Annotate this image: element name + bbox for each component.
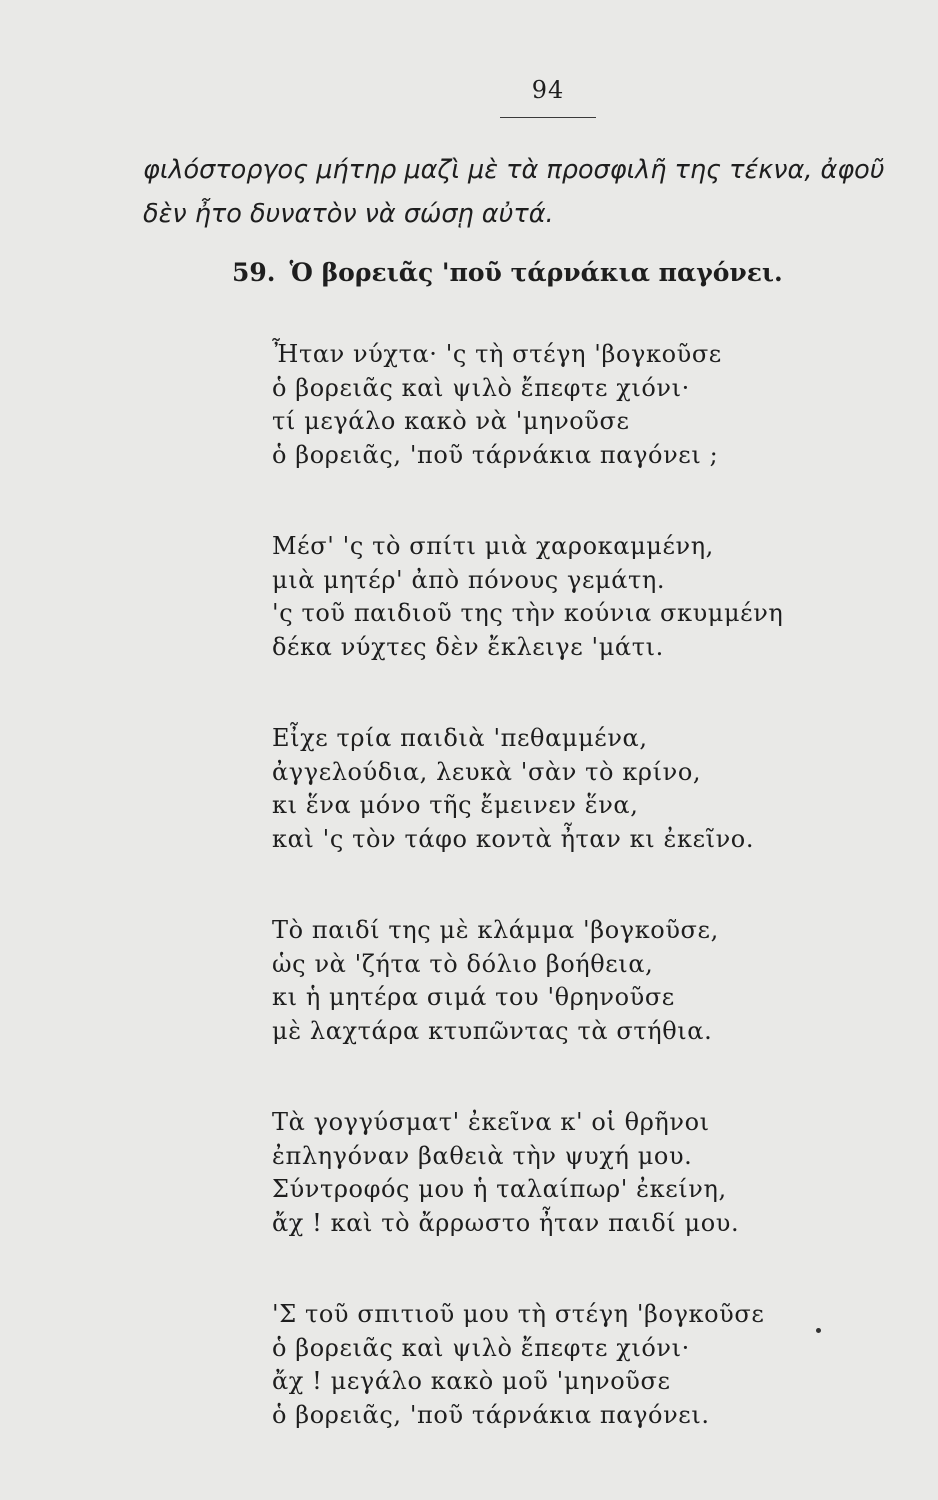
poem-line: μιὰ μητέρ' ἀπὸ πόνους γεμάτη.	[272, 565, 666, 594]
prose-paragraph	[143, 148, 933, 236]
stanza	[272, 914, 912, 1048]
poem-body	[272, 338, 912, 1490]
poem-line: 'Σ τοῦ σπιτιοῦ μου τὴ στέγη 'βογκοῦσε	[272, 1300, 765, 1328]
poem-line: ἄχ ! μεγάλο κακὸ μοῦ 'μηνοῦσε	[272, 1367, 671, 1395]
poem-line: κι ἡ μητέρα σιμά του 'θρηνοῦσε	[272, 983, 675, 1011]
prose-line: δὲν ἦτο δυνατὸν νὰ σώσῃ αὐτά.	[143, 199, 554, 229]
poem-line: καὶ 'ς τὸν τάφο κοντὰ ἦταν κι ἐκεῖνο.	[272, 824, 755, 853]
poem-line: ὁ βορειᾶς, 'ποῦ τάρνάκια παγόνει.	[272, 1400, 710, 1429]
stanza	[272, 722, 912, 856]
poem-line: ὡς νὰ 'ζήτα τὸ δόλιο βοήθεια,	[272, 949, 654, 978]
poem-line: Σύντροφός μου ἡ ταλαίπωρ' ἐκείνη,	[272, 1175, 727, 1203]
poem-line: κι ἕνα μόνο τῆς ἔμεινεν ἕνα,	[272, 791, 639, 819]
poem-line: ὁ βορειᾶς καὶ ψιλὸ ἔπεφτε χιόνι·	[272, 1333, 690, 1362]
poem-line: ὁ βορειᾶς καὶ ψιλὸ ἔπεφτε χιόνι·	[272, 373, 690, 402]
poem-title: Ὁ βορειᾶς 'ποῦ τάρνάκια παγόνει.	[289, 258, 783, 287]
prose-line: φιλόστοργος μήτηρ μαζὶ μὲ τὰ προσφιλῆ της τέκνα, ἀφοῦ	[143, 155, 885, 185]
poem-number: 59.	[232, 258, 276, 287]
page-number: 94	[531, 76, 565, 104]
page-number-rule	[500, 117, 596, 118]
poem-line: Εἶχε τρία παιδιὰ 'πεθαμμένα,	[272, 724, 648, 752]
poem-line: τί μεγάλο κακὸ νὰ 'μηνοῦσε	[272, 407, 630, 435]
stanza	[272, 1106, 912, 1240]
poem-line: ὁ βορειᾶς, 'ποῦ τάρνάκια παγόνει ;	[272, 440, 719, 469]
poem-line: μὲ λαχτάρα κτυπῶντας τὰ στήθια.	[272, 1016, 713, 1045]
stanza	[272, 338, 912, 472]
ink-speck	[816, 1328, 821, 1333]
poem-line: ἐπληγόναν βαθειὰ τὴν ψυχή μου.	[272, 1141, 693, 1170]
poem-heading	[232, 258, 852, 287]
stanza	[272, 530, 912, 664]
poem-line: Τὸ παιδί της μὲ κλάμμα 'βογκοῦσε,	[272, 916, 719, 944]
poem-line: Τὰ γογγύσματ' ἐκεῖνα κ' οἱ θρῆνοι	[272, 1108, 710, 1136]
poem-line: Μέσ' 'ς τὸ σπίτι μιὰ χαροκαμμένη,	[272, 532, 714, 560]
poem-line: 'ς τοῦ παιδιοῦ της τὴν κούνια σκυμμένη	[272, 599, 784, 627]
poem-line: ἀγγελούδια, λευκὰ 'σὰν τὸ κρίνο,	[272, 757, 702, 786]
poem-line: Ἦταν νύχτα· 'ς τὴ στέγη 'βογκοῦσε	[272, 340, 722, 368]
stanza	[272, 1298, 912, 1432]
poem-line: ἄχ ! καὶ τὸ ἄρρωστο ἦταν παιδί μου.	[272, 1208, 740, 1237]
poem-line: δέκα νύχτες δὲν ἔκλειγε 'μάτι.	[272, 632, 664, 661]
